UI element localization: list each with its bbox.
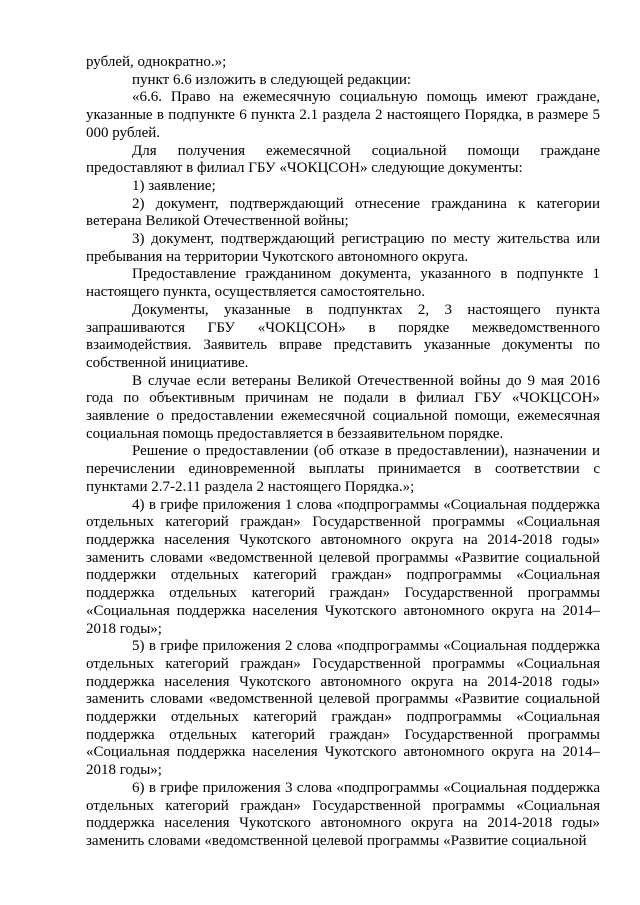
paragraph-documents-list-intro: Для получения ежемесячной социальной помощи граждане предоставляют в филиал ГБУ «ЧОКЦСОН» следующие документы: bbox=[86, 142, 600, 177]
paragraph-doc-1: 1) заявление; bbox=[132, 177, 216, 194]
paragraph-item-5: 5) в грифе приложения 2 слова «подпрограммы «Социальная поддержка отдельных категорий граждан» Государственной программы «Социальная поддержка населения Чукотского автономного округа на 2014-2018 годы» заменить словами «ведомственной целевой программы «Развитие социальной поддержки отдельных категорий граждан» подпрограммы «Социальная поддержка отдельных категорий граждан» Государственной программы «Социальная поддержка населения Чукотского автономного округа на 2014–2018 годы»; bbox=[86, 638, 600, 779]
paragraph-item-4: 4) в грифе приложения 1 слова «подпрограммы «Социальная поддержка отдельных категорий граждан» Государственной программы «Социальная поддержка населения Чукотского автономного округа на 2014-2018 годы» заменить словами «ведомственной целевой программы «Развитие социальной поддержки отдельных категорий граждан» подпрограммы «Социальная поддержка отдельных категорий граждан» Государственной программы «Социальная поддержка населения Чукотского автономного округа на 2014–2018 годы»; bbox=[86, 496, 600, 637]
paragraph-doc-2: 2) документ, подтверждающий отнесение гражданина к категории ветерана Великой Отечественной войны; bbox=[86, 195, 600, 230]
paragraph-item-6-6-intro: пункт 6.6 изложить в следующей редакции: bbox=[132, 71, 412, 88]
paragraph-self-provision: Предоставление гражданином документа, указанного в подпункте 1 настоящего пункта, осуществляется самостоятельно. bbox=[86, 266, 600, 301]
paragraph-decision: Решение о предоставлении (об отказе в предоставлении), назначении и перечислении единовременной выплаты принимается в соответствии с пунктами 2.7-2.11 раздела 2 настоящего Порядка.»; bbox=[86, 443, 600, 495]
paragraph-doc-3: 3) документ, подтверждающий регистрацию по месту жительства или пребывания на территории Чукотского автономного округа. bbox=[86, 231, 600, 265]
paragraph-no-application-case: В случае если ветераны Великой Отечественной войны до 9 мая 2016 года по объективным причинам не подали в филиал ГБУ «ЧОКЦСОН» заявление о предоставлении ежемесячной социальной помощи, ежемесячная социальная помощь предоставляется в беззаявительном порядке. bbox=[86, 372, 600, 442]
paragraph-interagency-request: Документы, указанные в подпунктах 2, 3 настоящего пункта запрашиваются ГБУ «ЧОКЦСОН» в порядке межведомственного взаимодействия. Заявитель вправе представить указанные документы по собственной инициативе. bbox=[86, 301, 600, 371]
paragraph-item-6-6: «6.6. Право на ежемесячную социальную помощь имеют граждане, указанные в подпункте 6 пункта 2.1 раздела 2 настоящего Порядка, в размере 5 000 рублей. bbox=[86, 89, 600, 141]
paragraph-item-6: 6) в грифе приложения 3 слова «подпрограммы «Социальная поддержка отдельных категорий граждан» Государственной программы «Социальная поддержка населения Чукотского автономного округа на 2014-2018 годы» заменить словами «ведомственной целевой программы «Развитие социальной bbox=[86, 779, 600, 849]
paragraph-continuation: рублей, однократно.»; bbox=[86, 54, 227, 70]
